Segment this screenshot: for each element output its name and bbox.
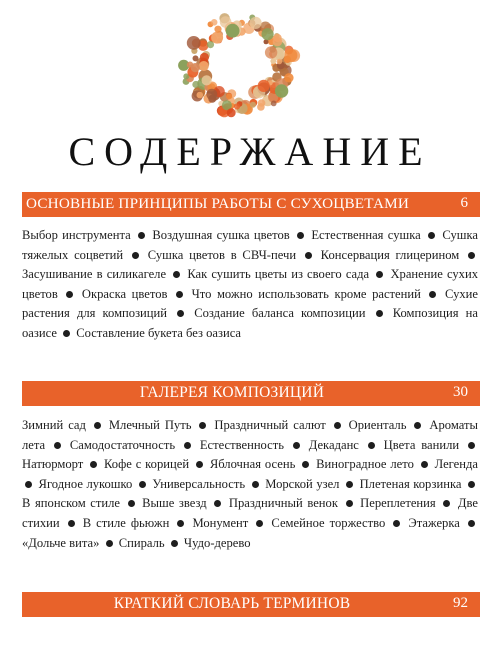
wreath-flower	[250, 102, 256, 108]
bullet-icon	[176, 291, 183, 298]
bullet-icon	[393, 520, 400, 527]
section-heading: КРАТКИЙ СЛОВАРЬ ТЕРМИНОВ	[113, 595, 351, 612]
contents-item: Переплетения	[360, 496, 436, 511]
wreath-flower	[270, 58, 276, 64]
contents-item: Праздничный венок	[228, 496, 338, 511]
contents-item: Цвета ванили	[383, 437, 460, 452]
wreath-flower	[197, 92, 204, 99]
contents-item: Выбор инструмента	[22, 228, 131, 242]
contents-item: Плетеная корзинка	[359, 476, 462, 491]
contents-item: Чудо-дерево	[183, 535, 251, 550]
wreath-flower	[214, 26, 221, 33]
bullet-icon	[429, 291, 436, 298]
bullet-icon	[376, 271, 383, 278]
section-page-number: 92	[453, 595, 468, 611]
wreath-flower	[234, 103, 240, 109]
bullet-icon	[414, 422, 421, 429]
wreath-flower	[202, 75, 212, 85]
contents-item: Естественная сушка	[311, 228, 421, 242]
wreath-flower	[258, 80, 270, 92]
contents-item: Виноградное лето	[316, 457, 414, 472]
bullet-icon	[66, 291, 73, 298]
bullet-icon	[468, 481, 475, 488]
contents-item: Ориенталь	[348, 418, 407, 432]
bullet-icon	[346, 481, 353, 488]
contents-item: Ароматы лета	[22, 418, 478, 452]
contents-item: Морской узел	[265, 476, 340, 491]
bullet-icon	[302, 461, 309, 468]
bullet-icon	[334, 422, 341, 429]
contents-item: В японском стиле	[22, 496, 120, 511]
contents-item: Засушивание в силикагеле	[22, 267, 167, 282]
bullet-icon	[184, 442, 191, 449]
bullet-icon	[90, 461, 97, 468]
section-band-gallery	[22, 381, 480, 406]
wreath-flower	[262, 28, 274, 40]
contents-item: Декаданс	[308, 437, 359, 452]
bullet-icon	[196, 461, 203, 468]
wreath-flower	[199, 61, 209, 71]
contents-item: Составление букета без оазиса	[76, 325, 242, 340]
bullet-icon	[214, 500, 221, 507]
wreath-flower	[211, 19, 218, 26]
page-title: СОДЕРЖАНИЕ	[68, 129, 432, 174]
wreath-flower	[284, 56, 291, 63]
contents-item: Создание баланса композиции	[194, 306, 366, 321]
contents-item: Семейное торжество	[271, 515, 386, 530]
bullet-icon	[305, 252, 312, 259]
bullet-icon	[468, 442, 475, 449]
contents-item: Окраска цветов	[81, 286, 168, 301]
bullet-icon	[139, 481, 146, 488]
contents-item: В стиле фьюжн	[82, 515, 170, 530]
contents-item: Две стихии	[22, 496, 478, 530]
wreath-flower	[227, 108, 236, 117]
wreath-flower	[265, 46, 277, 58]
bullet-icon	[421, 461, 428, 468]
bullet-icon	[428, 232, 435, 239]
bullet-icon	[106, 540, 113, 547]
wreath-flower	[211, 32, 223, 44]
section-page-number: 6	[460, 195, 468, 211]
contents-item: Сушка цветов в СВЧ-печи	[147, 247, 297, 262]
contents-item: Сушка тяжелых соцветий	[22, 228, 478, 262]
wreath-flower	[193, 55, 199, 61]
contents-item: Композиция на оазисе	[22, 306, 478, 340]
wreath-flower	[226, 24, 240, 38]
wreath-flower	[275, 84, 288, 97]
contents-item: Кофе с корицей	[104, 457, 190, 472]
section-items-gallery	[22, 416, 478, 553]
contents-item: Самодостаточность	[69, 437, 176, 452]
contents-item: «Дольче вита»	[22, 535, 100, 550]
contents-item: Монумент	[192, 515, 249, 530]
bullet-icon	[368, 442, 375, 449]
contents-item: Этажерка	[408, 515, 460, 530]
contents-item: Выше звезд	[142, 496, 207, 511]
section-band-glossary	[22, 592, 480, 617]
wreath-flower	[191, 63, 200, 72]
wreath-flower	[208, 95, 216, 103]
wreath-flower	[226, 93, 232, 99]
bullet-icon	[293, 442, 300, 449]
section-items-principles	[22, 226, 478, 344]
contents-item: Как сушить цветы из своего сада	[187, 267, 370, 282]
bullet-icon	[297, 232, 304, 239]
bullet-icon	[199, 422, 206, 429]
contents-item: Что можно использовать кроме растений	[191, 286, 421, 301]
bullet-icon	[63, 330, 70, 337]
contents-item: Млечный Путь	[108, 418, 192, 432]
contents-item: Воздушная сушка цветов	[152, 228, 290, 242]
contents-item: Универсальность	[152, 476, 246, 491]
bullet-icon	[468, 252, 475, 259]
contents-item: Легенда	[434, 457, 478, 472]
bullet-icon	[138, 232, 145, 239]
section-page-number: 30	[453, 384, 468, 400]
contents-item: Естественность	[199, 437, 284, 452]
section-heading: ОСНОВНЫЕ ПРИНЦИПЫ РАБОТЫ С СУХОЦВЕТАМИ	[26, 195, 410, 212]
bullet-icon	[173, 271, 180, 278]
bullet-icon	[252, 481, 259, 488]
section-band-principles	[22, 192, 480, 217]
wreath-flower	[250, 17, 262, 29]
bullet-icon	[171, 540, 178, 547]
contents-item: Спираль	[118, 535, 165, 550]
bullet-icon	[132, 252, 139, 259]
contents-item: Ягодное лукошко	[38, 476, 133, 491]
bullet-icon	[256, 520, 263, 527]
bullet-icon	[94, 422, 101, 429]
wreath-flower	[192, 81, 199, 88]
bullet-icon	[177, 520, 184, 527]
wreath-illustration	[175, 10, 303, 120]
bullet-icon	[68, 520, 75, 527]
wreath-flower	[271, 101, 277, 107]
bullet-icon	[128, 500, 135, 507]
wreath-flower	[284, 73, 293, 82]
bullet-icon	[177, 310, 184, 317]
wreath-flower	[273, 37, 283, 47]
contents-item: Хранение сухих цветов	[22, 267, 478, 301]
section-heading: ГАЛЕРЕЯ КОМПОЗИЦИЙ	[139, 384, 325, 401]
contents-item: Яблочная осень	[209, 457, 296, 472]
contents-item: Зимний сад	[22, 418, 86, 432]
bullet-icon	[346, 500, 353, 507]
contents-item: Консервация глицерином	[320, 247, 460, 262]
bullet-icon	[468, 520, 475, 527]
contents-item: Натюрморт	[22, 457, 84, 472]
bullet-icon	[25, 481, 32, 488]
wreath-flower	[277, 59, 283, 65]
wreath-flower	[207, 41, 214, 48]
wreath-flower	[187, 36, 201, 50]
bullet-icon	[376, 310, 383, 317]
bullet-icon	[443, 500, 450, 507]
wreath-flower	[200, 53, 209, 62]
bullet-icon	[54, 442, 61, 449]
contents-item: Праздничный салют	[214, 418, 326, 432]
contents-item: Сухие растения для композиций	[22, 286, 478, 321]
wreath-flower	[257, 103, 265, 111]
